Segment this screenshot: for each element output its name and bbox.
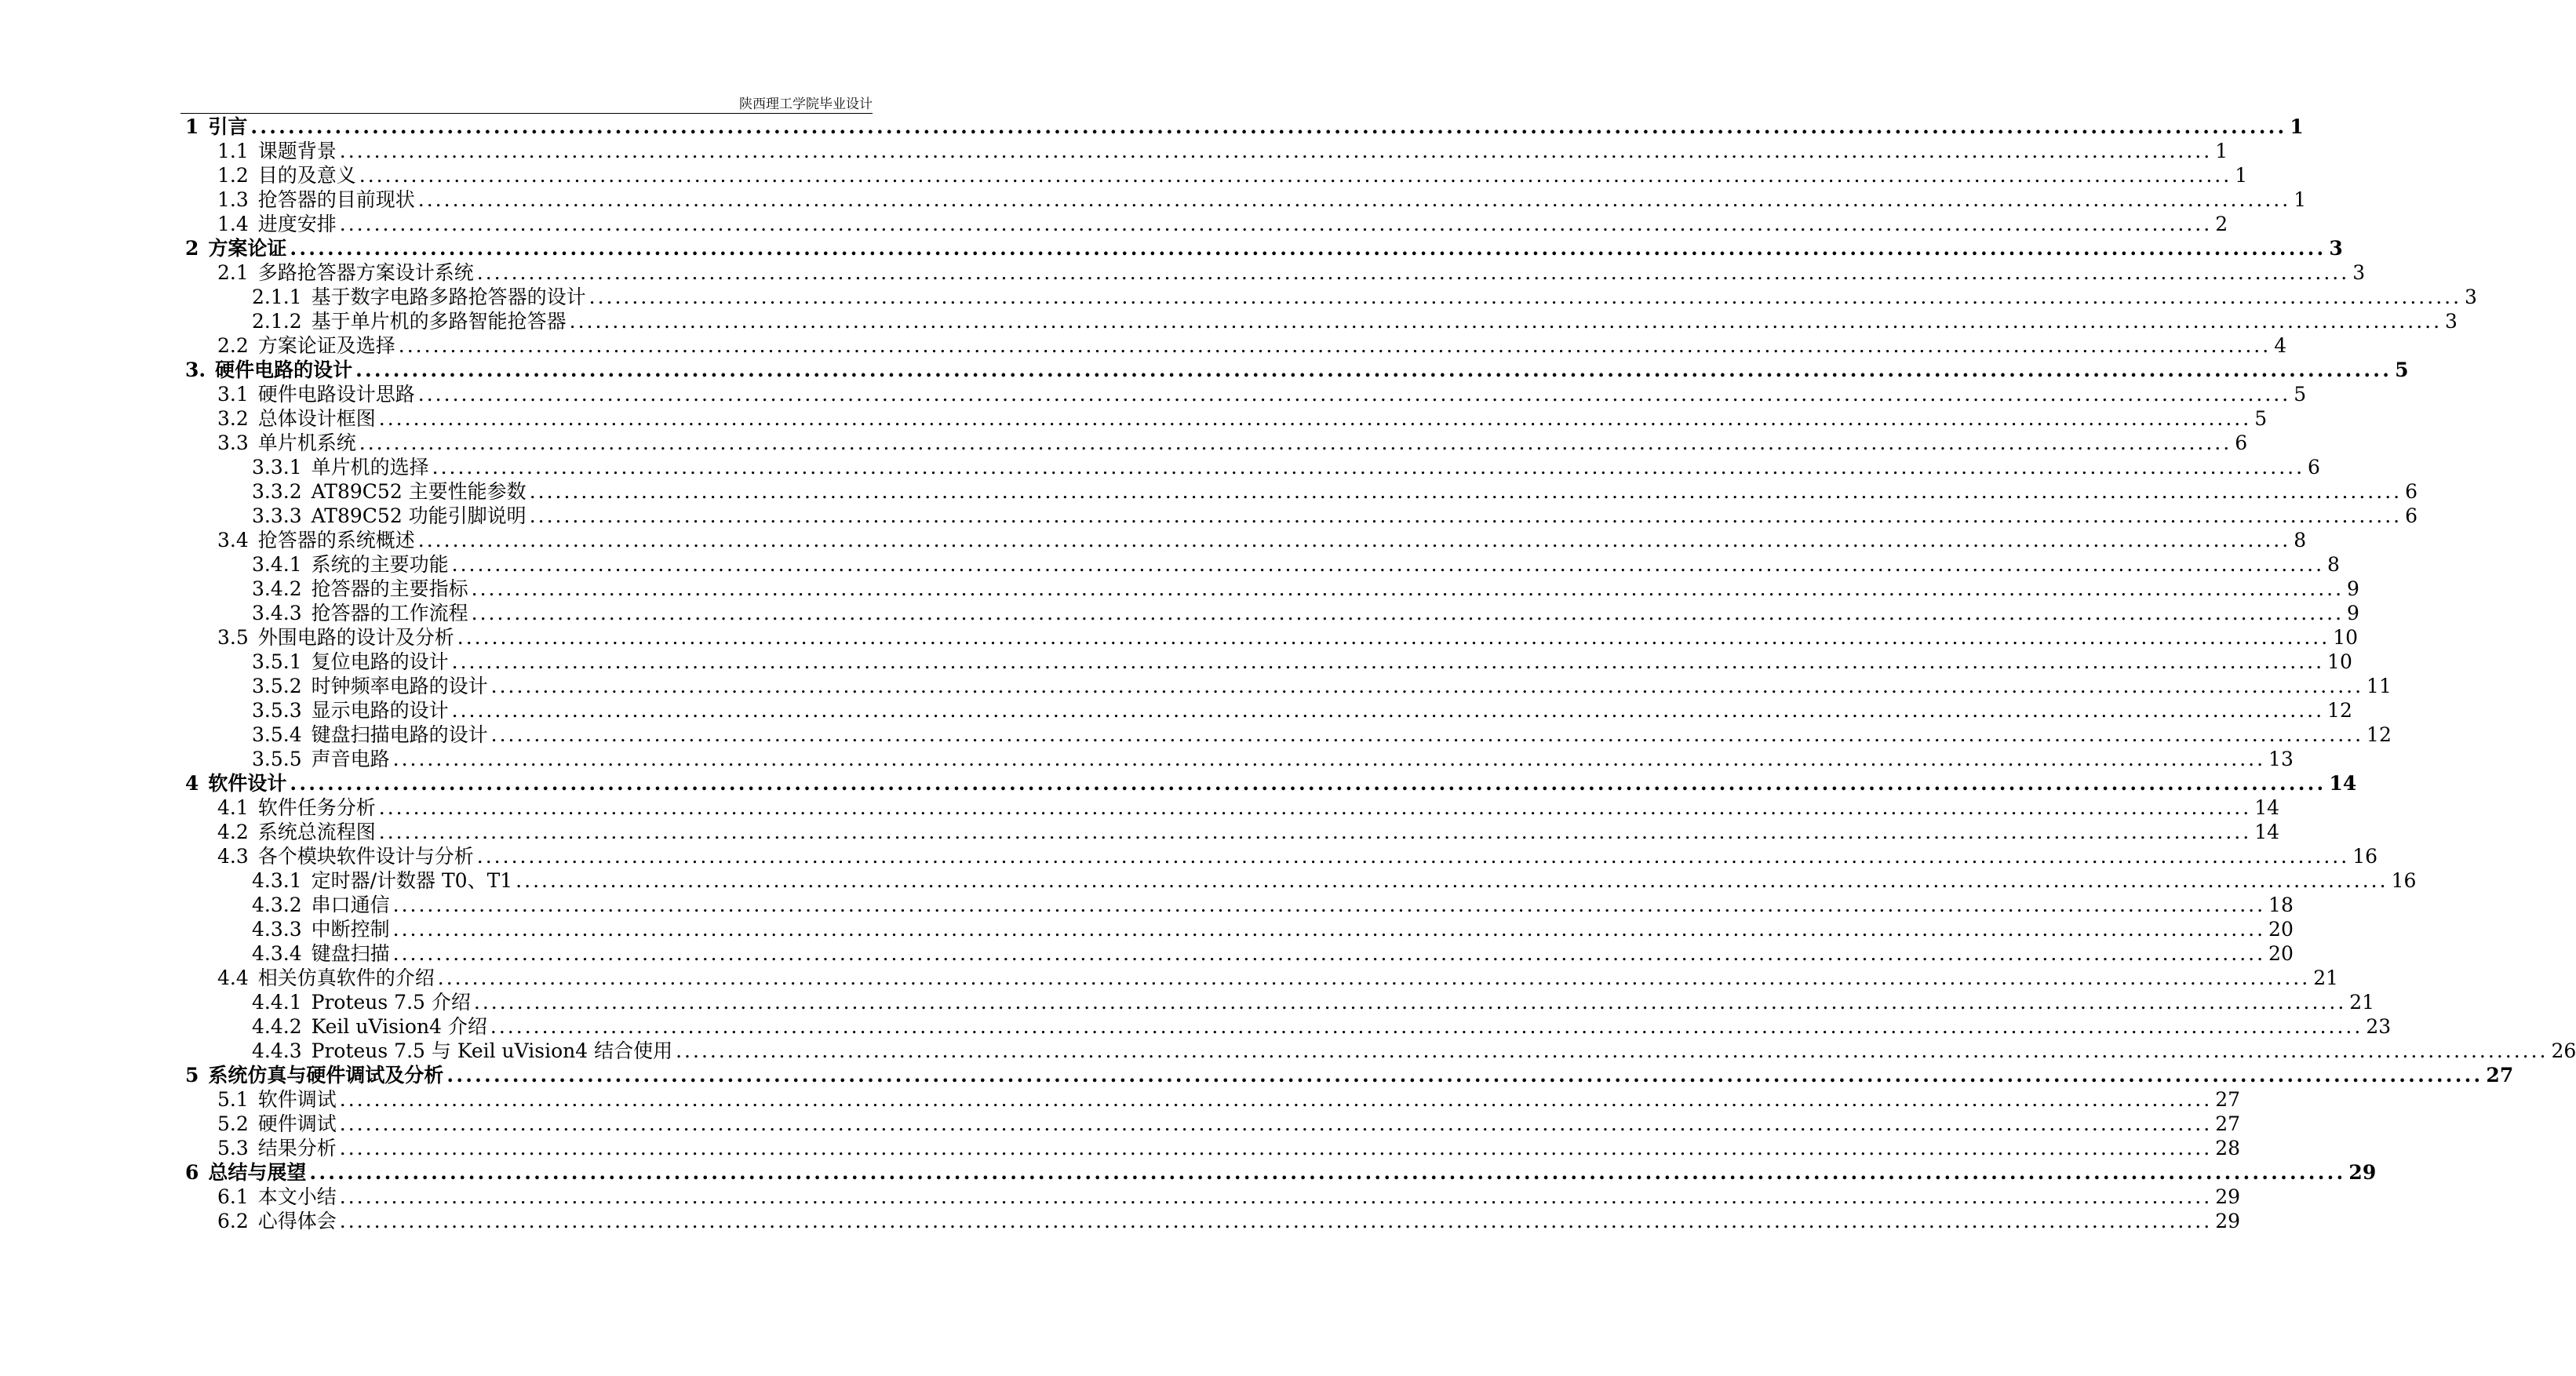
toc-entry[interactable] [180, 309, 2458, 333]
toc-entry-page-number: 1 [2215, 140, 2228, 162]
toc-entry-page-number: 5 [2294, 383, 2307, 406]
toc-entry-number: 3.2 [217, 407, 249, 430]
toc-entry[interactable] [180, 358, 2409, 382]
toc-entry-title: 单片机的选择 [311, 456, 429, 479]
toc-entry-page-number: 27 [2215, 1088, 2240, 1111]
toc-entry-title: Keil uVision4 介绍 [311, 1015, 487, 1038]
toc-entry[interactable] [180, 723, 2392, 747]
toc-dot-leader: .......................................................................................................................................................................................................................... [446, 1064, 2483, 1087]
toc-dot-leader: .......................................................................................................................................................................................................................... [476, 845, 2350, 868]
toc-dot-leader: .......................................................................................................................................................................................................................... [588, 286, 2462, 308]
toc-dot-leader: .......................................................................................................................................................................................................................... [451, 650, 2325, 673]
toc-entry-number: 5.2 [217, 1112, 249, 1135]
toc-entry-number: 2.1 [217, 261, 249, 284]
toc-entry-number: 1.3 [217, 188, 249, 211]
toc-entry-number: 4.4.3 [252, 1039, 302, 1062]
toc-entry[interactable] [180, 163, 2248, 187]
toc-entry-page-number: 3 [2329, 237, 2343, 260]
toc-entry[interactable] [180, 966, 2338, 990]
toc-entry-number: 6 [185, 1161, 199, 1184]
toc-dot-leader: .......................................................................................................................................................................................................................... [529, 504, 2403, 527]
toc-entry-page-number: 14 [2254, 821, 2279, 843]
toc-entry-page-number: 10 [2333, 626, 2358, 649]
toc-entry-page-number: 21 [2313, 966, 2338, 989]
toc-dot-leader: .......................................................................................................................................................................................................................... [437, 966, 2311, 989]
toc-entry-number: 3.1 [217, 383, 249, 406]
toc-entry-title: 各个模块软件设计与分析 [257, 845, 474, 868]
toc-dot-leader: .......................................................................................................................................................................................................................... [676, 1039, 2549, 1062]
toc-entry-page-number: 6 [2235, 431, 2248, 454]
page-header: 陕西理工学院毕业设计 [739, 96, 873, 112]
toc-entry-number: 3.4 [217, 529, 249, 551]
toc-entry-page-number: 9 [2347, 602, 2359, 624]
toc-entry-title: 总体设计框图 [257, 407, 376, 430]
toc-entry-title: 抢答器的工作流程 [311, 602, 468, 624]
toc-dot-leader: .......................................................................................................................................................................................................................... [359, 164, 2232, 187]
toc-entry-page-number: 20 [2268, 918, 2294, 941]
toc-entry-title: 软件调试 [257, 1088, 337, 1111]
toc-dot-leader: .......................................................................................................................................................................................................................... [392, 918, 2266, 941]
toc-entry[interactable] [180, 333, 2287, 358]
toc-dot-leader: .......................................................................................................................................................................................................................... [529, 480, 2403, 503]
toc-dot-leader: .......................................................................................................................................................................................................................... [355, 359, 2392, 381]
toc-entry-title: 硬件调试 [257, 1112, 337, 1135]
toc-entry-number: 3.5.2 [252, 675, 302, 697]
toc-dot-leader: .......................................................................................................................................................................................................................... [290, 772, 2326, 795]
toc-entry-page-number: 6 [2405, 504, 2418, 527]
toc-entry-page-number: 13 [2268, 748, 2294, 770]
toc-dot-leader: .......................................................................................................................................................................................................................... [473, 991, 2347, 1014]
toc-entry-page-number: 18 [2268, 894, 2294, 916]
toc-entry-title: 系统仿真与硬件调试及分析 [208, 1064, 444, 1087]
toc-entry[interactable] [180, 552, 2340, 577]
toc-entry-number: 4.4 [217, 966, 249, 989]
toc-entry[interactable] [180, 479, 2418, 504]
toc-dot-leader: .......................................................................................................................................................................................................................... [457, 626, 2330, 649]
toc-entry-number: 2.2 [217, 334, 249, 357]
toc-entry-number: 3.3.3 [252, 504, 302, 527]
toc-dot-leader: .......................................................................................................................................................................................................................... [476, 261, 2350, 284]
toc-entry[interactable] [180, 1112, 2240, 1136]
toc-dot-leader: .......................................................................................................................................................................................................................... [451, 553, 2325, 576]
toc-entry-page-number: 10 [2327, 650, 2352, 673]
toc-entry-page-number: 4 [2274, 334, 2287, 357]
toc-entry[interactable] [180, 698, 2352, 723]
toc-entry-title: 复位电路的设计 [311, 650, 449, 673]
toc-entry-title: Proteus 7.5 与 Keil uVision4 结合使用 [311, 1039, 673, 1062]
toc-entry-page-number: 11 [2366, 675, 2392, 697]
toc-dot-leader: .......................................................................................................................................................................................................................... [339, 140, 2213, 162]
toc-entry[interactable] [180, 504, 2418, 528]
toc-entry[interactable] [180, 455, 2320, 479]
toc-entry-title: 进度安排 [257, 213, 337, 235]
toc-dot-leader: .......................................................................................................................................................................................................................... [392, 942, 2266, 965]
toc-entry-page-number: 16 [2391, 869, 2417, 892]
toc-entry-page-number: 23 [2366, 1015, 2392, 1038]
toc-entry[interactable] [180, 844, 2377, 868]
toc-dot-leader: .......................................................................................................................................................................................................................... [490, 675, 2364, 697]
toc-entry[interactable] [180, 674, 2392, 698]
toc-entry-page-number: 20 [2268, 942, 2294, 965]
toc-entry-page-number: 8 [2327, 553, 2340, 576]
toc-entry-number: 3.4.2 [252, 577, 302, 600]
toc-entry-number: 3.5.3 [252, 699, 302, 722]
toc-entry-number: 6.1 [217, 1185, 249, 1208]
toc-entry-title: 硬件电路的设计 [215, 359, 353, 381]
toc-entry[interactable] [180, 577, 2359, 601]
toc-entry[interactable] [180, 820, 2279, 844]
toc-entry[interactable] [180, 285, 2477, 309]
toc-dot-leader: .......................................................................................................................................................................................................................... [516, 869, 2388, 892]
toc-entry-page-number: 12 [2327, 699, 2352, 722]
toc-entry-page-number: 28 [2215, 1137, 2240, 1159]
toc-entry-page-number: 12 [2366, 723, 2392, 746]
toc-entry-number: 3. [185, 359, 206, 381]
toc-entry[interactable] [180, 990, 2375, 1014]
toc-dot-leader: .......................................................................................................................................................................................................................... [309, 1161, 2346, 1184]
table-of-contents [180, 115, 2576, 1233]
toc-entry-page-number: 3 [2445, 310, 2458, 333]
toc-dot-leader: .......................................................................................................................................................................................................................... [392, 748, 2266, 770]
toc-entry-number: 5.3 [217, 1137, 249, 1159]
toc-entry-title: 串口通信 [311, 894, 390, 916]
toc-entry-number: 1.1 [217, 140, 249, 162]
toc-entry-title: 课题背景 [257, 140, 337, 162]
toc-dot-leader: .......................................................................................................................................................................................................................... [339, 1210, 2213, 1232]
toc-entry[interactable] [180, 236, 2343, 260]
toc-entry-number: 4.3.3 [252, 918, 302, 941]
toc-entry[interactable] [180, 795, 2279, 820]
toc-entry-page-number: 26 [2551, 1039, 2576, 1062]
toc-entry-page-number: 29 [2215, 1185, 2240, 1208]
toc-entry-title: 基于单片机的多路智能抢答器 [311, 310, 567, 333]
toc-entry-page-number: 14 [2329, 772, 2357, 795]
toc-entry-title: 时钟频率电路的设计 [311, 675, 488, 697]
toc-entry-number: 3.5.1 [252, 650, 302, 673]
toc-entry[interactable] [180, 528, 2307, 552]
toc-entry-title: 系统总流程图 [257, 821, 376, 843]
toc-entry-title: 抢答器的目前现状 [257, 188, 415, 211]
toc-entry-number: 2.1.2 [252, 310, 302, 333]
toc-entry-page-number: 3 [2352, 261, 2366, 284]
toc-entry-title: 显示电路的设计 [311, 699, 449, 722]
toc-entry-title: 多路抢答器方案设计系统 [257, 261, 474, 284]
toc-entry-number: 4.3.2 [252, 894, 302, 916]
toc-dot-leader: .......................................................................................................................................................................................................................... [339, 213, 2213, 235]
toc-dot-leader: .......................................................................................................................................................................................................................... [569, 310, 2443, 333]
toc-entry-number: 4.3.4 [252, 942, 302, 965]
toc-entry[interactable] [180, 187, 2307, 212]
toc-dot-leader: .......................................................................................................................................................................................................................... [471, 577, 2345, 600]
toc-entry-title: Proteus 7.5 介绍 [311, 991, 471, 1014]
toc-dot-leader: .......................................................................................................................................................................................................................... [451, 699, 2325, 722]
toc-entry-title: 方案论证 [208, 237, 287, 260]
toc-entry-title: 方案论证及选择 [257, 334, 395, 357]
toc-entry-page-number: 1 [2294, 188, 2307, 211]
toc-entry[interactable] [180, 625, 2358, 650]
toc-entry-title: 单片机系统 [257, 431, 356, 454]
toc-entry-number: 2.1.1 [252, 286, 302, 308]
toc-entry-page-number: 8 [2294, 529, 2307, 551]
toc-entry[interactable] [180, 1185, 2240, 1209]
toc-dot-leader: .......................................................................................................................................................................................................................... [392, 894, 2266, 916]
toc-entry-page-number: 29 [2348, 1161, 2377, 1184]
toc-entry-page-number: 6 [2405, 480, 2418, 503]
toc-entry[interactable] [180, 650, 2352, 674]
toc-entry-title: 键盘扫描电路的设计 [311, 723, 488, 746]
toc-entry-number: 3.5.5 [252, 748, 302, 770]
toc-entry-number: 3.3 [217, 431, 249, 454]
toc-entry[interactable] [180, 406, 2268, 431]
toc-entry-number: 3.4.1 [252, 553, 302, 576]
toc-entry[interactable] [180, 1039, 2576, 1063]
toc-dot-leader: .......................................................................................................................................................................................................................... [359, 431, 2232, 454]
toc-entry-title: 相关仿真软件的介绍 [257, 966, 435, 989]
toc-entry[interactable] [180, 1160, 2377, 1185]
toc-entry-number: 4.1 [217, 796, 249, 819]
toc-entry[interactable] [180, 139, 2228, 163]
toc-entry[interactable] [180, 1136, 2240, 1160]
toc-dot-leader: .......................................................................................................................................................................................................................... [398, 334, 2272, 357]
toc-entry-number: 1.4 [217, 213, 249, 235]
toc-entry[interactable] [180, 1014, 2392, 1039]
toc-entry[interactable] [180, 868, 2417, 893]
toc-entry-page-number: 16 [2352, 845, 2377, 868]
toc-entry-title: 键盘扫描 [311, 942, 390, 965]
toc-entry-number: 4.2 [217, 821, 249, 843]
toc-entry-page-number: 5 [2395, 359, 2409, 381]
toc-entry-title: 中断控制 [311, 918, 390, 941]
toc-entry-number: 3.5.4 [252, 723, 302, 746]
toc-entry[interactable] [180, 1063, 2514, 1087]
toc-dot-leader: .......................................................................................................................................................................................................................... [339, 1137, 2213, 1159]
toc-entry-page-number: 9 [2347, 577, 2359, 600]
toc-entry-number: 6.2 [217, 1210, 249, 1232]
toc-entry[interactable] [180, 382, 2307, 406]
toc-entry[interactable] [180, 941, 2294, 966]
toc-dot-leader: .......................................................................................................................................................................................................................... [378, 407, 2252, 430]
toc-entry-page-number: 14 [2254, 796, 2279, 819]
toc-entry-title: AT89C52 功能引脚说明 [311, 504, 526, 527]
toc-entry-number: 3.3.1 [252, 456, 302, 479]
toc-entry[interactable] [180, 747, 2294, 771]
toc-entry-number: 1.2 [217, 164, 249, 187]
toc-entry-title: 目的及意义 [257, 164, 356, 187]
toc-entry-title: 软件设计 [208, 772, 287, 795]
toc-entry-number: 4 [185, 772, 199, 795]
toc-dot-leader: .......................................................................................................................................................................................................................... [339, 1185, 2213, 1208]
toc-entry-number: 2 [185, 237, 199, 260]
toc-dot-leader: .......................................................................................................................................................................................................................... [339, 1088, 2213, 1111]
toc-entry-page-number: 2 [2215, 213, 2228, 235]
header-rule [180, 113, 873, 114]
toc-entry-number: 3.3.2 [252, 480, 302, 503]
toc-entry[interactable] [180, 1087, 2240, 1112]
toc-entry-page-number: 21 [2349, 991, 2375, 1014]
toc-entry-page-number: 5 [2254, 407, 2268, 430]
toc-dot-leader: .......................................................................................................................................................................................................................... [471, 602, 2345, 624]
toc-entry-page-number: 27 [2486, 1064, 2514, 1087]
toc-dot-leader: .......................................................................................................................................................................................................................... [490, 723, 2364, 746]
toc-entry-page-number: 3 [2465, 286, 2477, 308]
toc-entry-title: 抢答器的主要指标 [311, 577, 468, 600]
toc-entry-number: 4.3.1 [252, 869, 302, 892]
toc-entry[interactable] [180, 115, 2304, 139]
toc-entry-title: 本文小结 [257, 1185, 337, 1208]
toc-entry-title: 引言 [208, 115, 248, 138]
toc-entry[interactable] [180, 212, 2228, 236]
toc-entry-title: 声音电路 [311, 748, 390, 770]
toc-entry-number: 3.4.3 [252, 602, 302, 624]
toc-dot-leader: .......................................................................................................................................................................................................................... [378, 821, 2252, 843]
toc-entry-number: 4.4.1 [252, 991, 302, 1014]
toc-dot-leader: .......................................................................................................................................................................................................................... [290, 237, 2326, 260]
toc-entry-number: 4.3 [217, 845, 249, 868]
toc-dot-leader: .......................................................................................................................................................................................................................... [490, 1015, 2363, 1038]
toc-dot-leader: .......................................................................................................................................................................................................................... [417, 529, 2291, 551]
toc-entry[interactable] [180, 431, 2248, 455]
toc-entry-title: 系统的主要功能 [311, 553, 449, 576]
toc-entry[interactable] [180, 260, 2366, 285]
toc-entry-title: 总结与展望 [208, 1161, 307, 1184]
toc-entry-number: 5 [185, 1064, 199, 1087]
toc-entry[interactable] [180, 771, 2357, 795]
toc-dot-leader: .......................................................................................................................................................................................................................... [339, 1112, 2213, 1135]
toc-entry-title: 结果分析 [257, 1137, 337, 1159]
toc-entry-title: 定时器/计数器 T0、T1 [311, 869, 513, 892]
toc-dot-leader: .......................................................................................................................................................................................................................... [417, 383, 2291, 406]
toc-entry-number: 1 [185, 115, 199, 138]
toc-entry-title: 软件任务分析 [257, 796, 376, 819]
toc-entry-title: 基于数字电路多路抢答器的设计 [311, 286, 586, 308]
toc-entry-title: 外围电路的设计及分析 [257, 626, 454, 649]
toc-entry-title: 抢答器的系统概述 [257, 529, 415, 551]
toc-entry[interactable] [180, 917, 2294, 941]
toc-dot-leader: .......................................................................................................................................................................................................................... [432, 456, 2305, 479]
toc-entry-number: 5.1 [217, 1088, 249, 1111]
toc-entry-title: 心得体会 [257, 1210, 337, 1232]
toc-dot-leader: .......................................................................................................................................................................................................................... [250, 115, 2287, 138]
toc-entry-number: 3.5 [217, 626, 249, 649]
toc-dot-leader: .......................................................................................................................................................................................................................... [417, 188, 2291, 211]
toc-entry-title: AT89C52 主要性能参数 [311, 480, 526, 503]
toc-entry-number: 4.4.2 [252, 1015, 302, 1038]
toc-entry[interactable] [180, 893, 2294, 917]
toc-entry-page-number: 27 [2215, 1112, 2240, 1135]
toc-dot-leader: .......................................................................................................................................................................................................................... [378, 796, 2252, 819]
toc-entry-page-number: 29 [2215, 1210, 2240, 1232]
toc-entry-page-number: 1 [2290, 115, 2304, 138]
toc-entry[interactable] [180, 601, 2359, 625]
toc-entry-page-number: 6 [2308, 456, 2320, 479]
toc-entry-title: 硬件电路设计思路 [257, 383, 415, 406]
toc-entry-page-number: 1 [2235, 164, 2248, 187]
toc-entry[interactable] [180, 1209, 2240, 1233]
